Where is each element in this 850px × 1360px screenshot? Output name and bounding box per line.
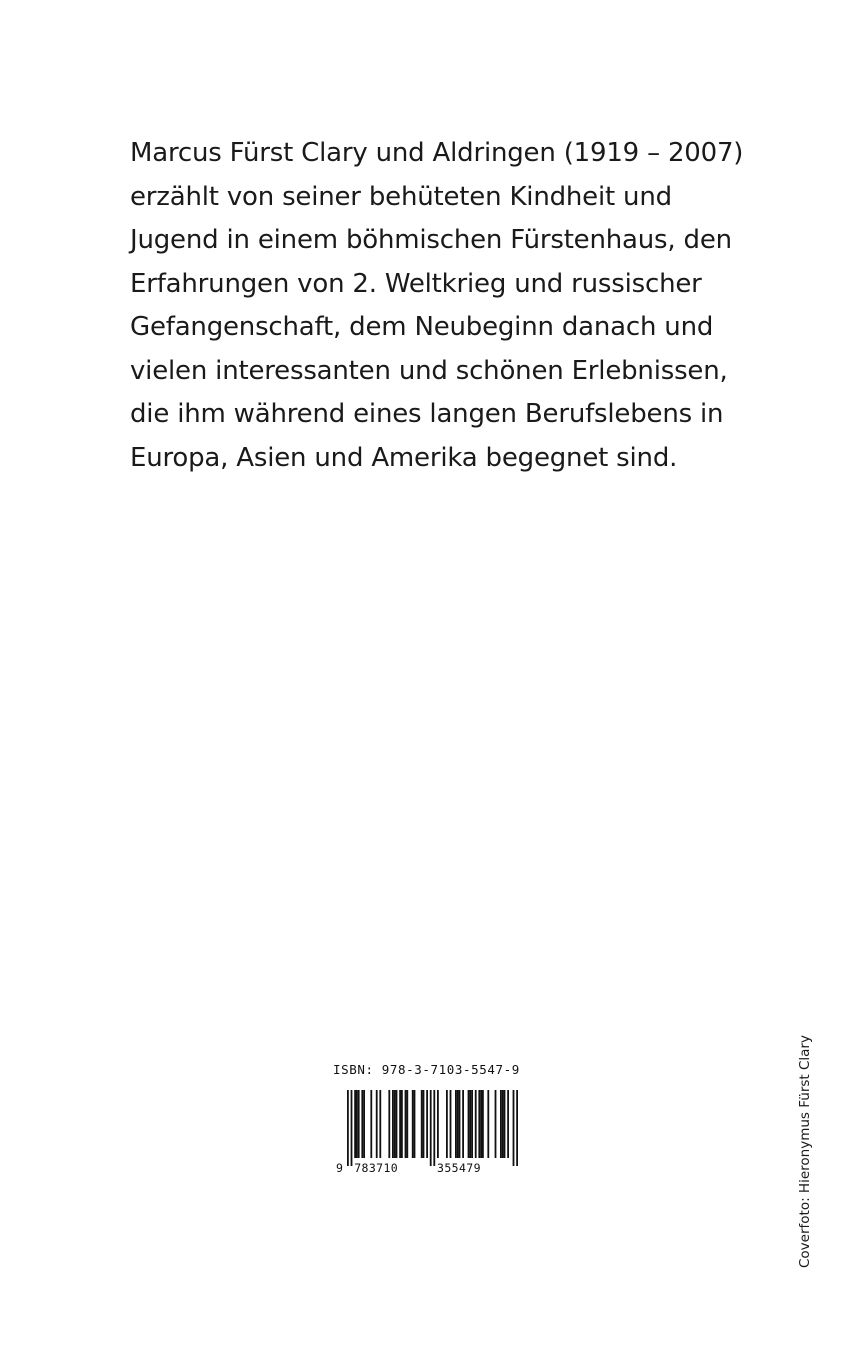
- blurb-line: Gefangenschaft, dem Neubeginn danach und: [130, 312, 714, 342]
- barcode-bar: [426, 1090, 428, 1158]
- barcode-bar: [475, 1090, 477, 1158]
- barcode-bar: [388, 1090, 390, 1158]
- back-cover-blurb: [130, 132, 750, 480]
- isbn-number: ISBN: 978-3-7103-5547-9: [333, 1062, 520, 1077]
- barcode-bar: [406, 1090, 408, 1158]
- barcode-bar: [396, 1090, 398, 1158]
- barcode-bar: [399, 1090, 401, 1158]
- barcode-bar: [405, 1090, 407, 1158]
- barcode-bar: [356, 1090, 358, 1158]
- barcode-bar: [516, 1090, 518, 1166]
- blurb-line: vielen interessanten und schönen Erlebnissen,: [130, 355, 728, 386]
- blurb-line: erzählt von seiner behüteten Kindheit und: [130, 181, 672, 212]
- barcode-bar: [379, 1090, 381, 1158]
- blurb-line: Erfahrungen von 2. Weltkrieg und russischer: [130, 268, 702, 299]
- barcode-bar: [471, 1090, 473, 1158]
- barcode-bar: [347, 1090, 349, 1166]
- barcode-bar: [462, 1090, 464, 1158]
- barcode-bar: [495, 1090, 497, 1158]
- barcode-bar: [370, 1090, 372, 1158]
- barcode-bar: [468, 1090, 470, 1158]
- barcode-left-digits: 783710: [354, 1161, 399, 1175]
- barcode-bars: [333, 1088, 533, 1178]
- barcode-bar: [459, 1090, 461, 1158]
- barcode-bar: [500, 1090, 502, 1158]
- barcode-bar-group: [347, 1090, 518, 1166]
- barcode-bar: [401, 1090, 403, 1158]
- barcode-bar: [414, 1090, 416, 1158]
- barcode-bar: [354, 1090, 356, 1158]
- blurb-line: die ihm während eines langen Berufslebens in: [130, 399, 724, 429]
- photo-credit: Coverfoto: Hieronymus Fürst Clary: [797, 1035, 813, 1268]
- barcode-bar: [361, 1090, 363, 1158]
- barcode-lead-digit: 9: [336, 1161, 343, 1175]
- barcode-bar: [363, 1090, 365, 1158]
- barcode-bar: [450, 1090, 452, 1158]
- barcode-bar: [487, 1090, 489, 1158]
- barcode-bar: [457, 1090, 459, 1158]
- barcode-bar: [513, 1090, 515, 1166]
- barcode-bar: [351, 1090, 353, 1166]
- barcode-bar: [482, 1090, 484, 1158]
- barcode-bar: [455, 1090, 457, 1158]
- barcode-bar: [478, 1090, 480, 1158]
- barcode-bar: [358, 1090, 360, 1158]
- barcode-bar: [446, 1090, 448, 1158]
- barcode-bar: [412, 1090, 414, 1158]
- barcode-bar: [430, 1090, 432, 1166]
- blurb-line: Jugend in einem böhmischen Fürstenhaus, den: [130, 225, 732, 255]
- barcode-bar: [469, 1090, 471, 1158]
- barcode-bar: [507, 1090, 509, 1158]
- blurb-line: Europa, Asien und Amerika begegnet sind.: [130, 442, 678, 473]
- barcode-bar: [394, 1090, 396, 1158]
- barcode-bar: [421, 1090, 423, 1158]
- barcode-bar: [433, 1090, 435, 1166]
- barcode-bar: [480, 1090, 482, 1158]
- barcode-bar: [423, 1090, 425, 1158]
- blurb-line: Marcus Fürst Clary und Aldringen (1919 – 2007): [130, 138, 744, 168]
- barcode-bar: [502, 1090, 504, 1158]
- barcode-bar: [392, 1090, 394, 1158]
- barcode-bar: [504, 1090, 506, 1158]
- barcode-bar: [376, 1090, 378, 1158]
- isbn-barcode: [333, 1062, 533, 1182]
- barcode-right-digits: 355479: [437, 1161, 481, 1175]
- barcode-bar: [437, 1090, 439, 1158]
